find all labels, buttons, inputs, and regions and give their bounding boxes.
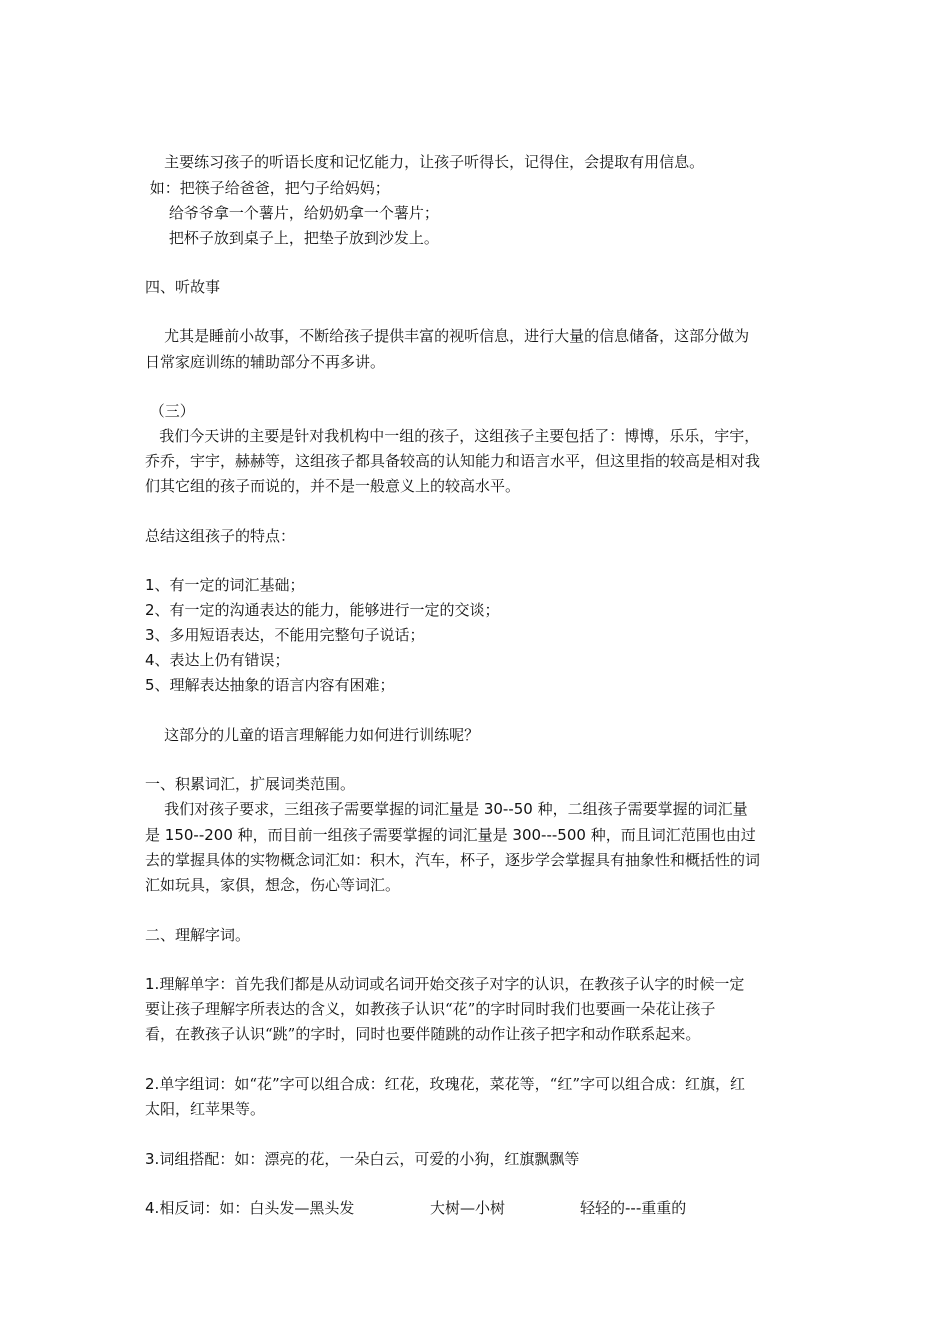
- item-text: 相反词：如：白头发—黑头发: [159, 1199, 355, 1217]
- trait-item: [145, 601, 815, 619]
- item-number: 1.: [145, 975, 160, 993]
- trait-number: 2: [145, 601, 155, 619]
- section-1-line-1: [145, 800, 815, 818]
- example-line-3: 把杯子放到桌子上，把垫子放到沙发上。: [145, 229, 439, 247]
- trait-item: [145, 576, 815, 594]
- story-paragraph-line-2: 日常家庭训练的辅助部分不再多讲。: [145, 353, 386, 371]
- story-paragraph-line-1: 尤其是睡前小故事，不断给孩子提供丰富的视听信息，进行大量的信息储备，这部分做为: [145, 327, 750, 345]
- item-4-pair-2: 大树—小树: [430, 1199, 506, 1217]
- trait-text: 、多用短语表达，不能用完整句子说话；: [154, 626, 425, 644]
- item-text: 重重的: [641, 1199, 687, 1217]
- trait-item: [145, 626, 815, 644]
- section-4-heading: 四、听故事: [145, 278, 221, 296]
- trait-number: 3: [145, 626, 155, 644]
- item-number: 3.: [145, 1150, 160, 1168]
- item-text: 理解单字：首先我们都是从动词或名词开始交孩子对字的认识，在教孩子认字的时候一定: [159, 975, 745, 993]
- trait-text: 、表达上仍有错误；: [154, 651, 290, 669]
- section-1-line-4: 汇如玩具，家俱，想念，伤心等词汇。: [145, 876, 401, 894]
- part-3-paragraph-line-3: 们其它组的孩子而说的，并不是一般意义上的较高水平。: [145, 477, 521, 495]
- text-fragment: 我们对孩子要求，三组孩子需要掌握的词汇量是: [145, 800, 484, 818]
- intro-line: 主要练习孩子的听语长度和记忆能力，让孩子听得长，记得住，会提取有用信息。: [145, 153, 705, 171]
- example-line-2: 给爷爷拿一个薯片，给奶奶拿一个薯片；: [145, 204, 439, 222]
- text-fragment: 是: [145, 826, 165, 844]
- text-fragment: 种，而目前一组孩子需要掌握的词汇量是: [232, 826, 513, 844]
- item-number: 2.: [145, 1075, 160, 1093]
- item-2-line-1: [145, 1075, 815, 1093]
- trait-text: 、有一定的沟通表达的能力，能够进行一定的交谈；: [154, 601, 500, 619]
- item-text: 轻轻的: [580, 1199, 626, 1217]
- trait-number: 4: [145, 651, 155, 669]
- training-question: 这部分的儿童的语言理解能力如何进行训练呢？: [145, 726, 480, 744]
- trait-text: 、有一定的词汇基础；: [154, 576, 305, 594]
- section-1-line-3: 去的掌握具体的实物概念词汇如：积木，汽车，杯子，逐步学会掌握具有抽象性和概括性的词: [145, 851, 761, 869]
- trait-number: 1: [145, 576, 155, 594]
- text-fragment: 种，而且词汇范围也由过: [585, 826, 756, 844]
- section-1-heading: 一、积累词汇，扩展词类范围。: [145, 775, 356, 793]
- summary-heading: 总结这组孩子的特点：: [145, 527, 296, 545]
- trait-number: 5: [145, 676, 155, 694]
- item-3-line-1: [145, 1150, 815, 1168]
- section-2-heading: 二、理解字词。: [145, 926, 251, 944]
- item-2-line-2: 太阳，红苹果等。: [145, 1100, 266, 1118]
- part-3-heading: （三）: [145, 402, 195, 420]
- item-text: 单字组词：如“花”字可以组合成：红花，玫瑰花，菜花等，“红”字可以组合成：红旗，红: [159, 1075, 745, 1093]
- number-range: 150--200: [164, 826, 233, 844]
- number-range: 30--50: [483, 800, 533, 818]
- section-1-line-2: [145, 826, 815, 844]
- item-number: 4.: [145, 1199, 160, 1217]
- text-fragment: 种，二组孩子需要掌握的词汇量: [532, 800, 748, 818]
- item-text: 词组搭配：如：漂亮的花，一朵白云，可爱的小狗，红旗飘飘等: [159, 1150, 580, 1168]
- item-4-pair-3: [580, 1199, 780, 1217]
- part-3-paragraph-line-2: 乔乔，宇宇，赫赫等，这组孩子都具备较高的认知能力和语言水平，但这里指的较高是相对我: [145, 452, 761, 470]
- trait-item: [145, 676, 815, 694]
- item-1-line-2: 要让孩子理解字所表达的含义，如教孩子认识“花”的字时同时我们也要画一朵花让孩子: [145, 1000, 716, 1018]
- dash: ---: [625, 1199, 642, 1217]
- example-line-1: 如：把筷子给爸爸，把勺子给妈妈；: [145, 179, 390, 197]
- part-3-paragraph-line-1: 我们今天讲的主要是针对我机构中一组的孩子，这组孩子主要包括了：博博，乐乐，宇宇，: [145, 427, 760, 445]
- trait-text: 、理解表达抽象的语言内容有困难；: [154, 676, 395, 694]
- item-1-line-1: [145, 975, 815, 993]
- trait-item: [145, 651, 815, 669]
- number-range: 300---500: [512, 826, 586, 844]
- item-1-line-3: 看，在教孩子认识“跳”的字时，同时也要伴随跳的动作让孩子把字和动作联系起来。: [145, 1025, 701, 1043]
